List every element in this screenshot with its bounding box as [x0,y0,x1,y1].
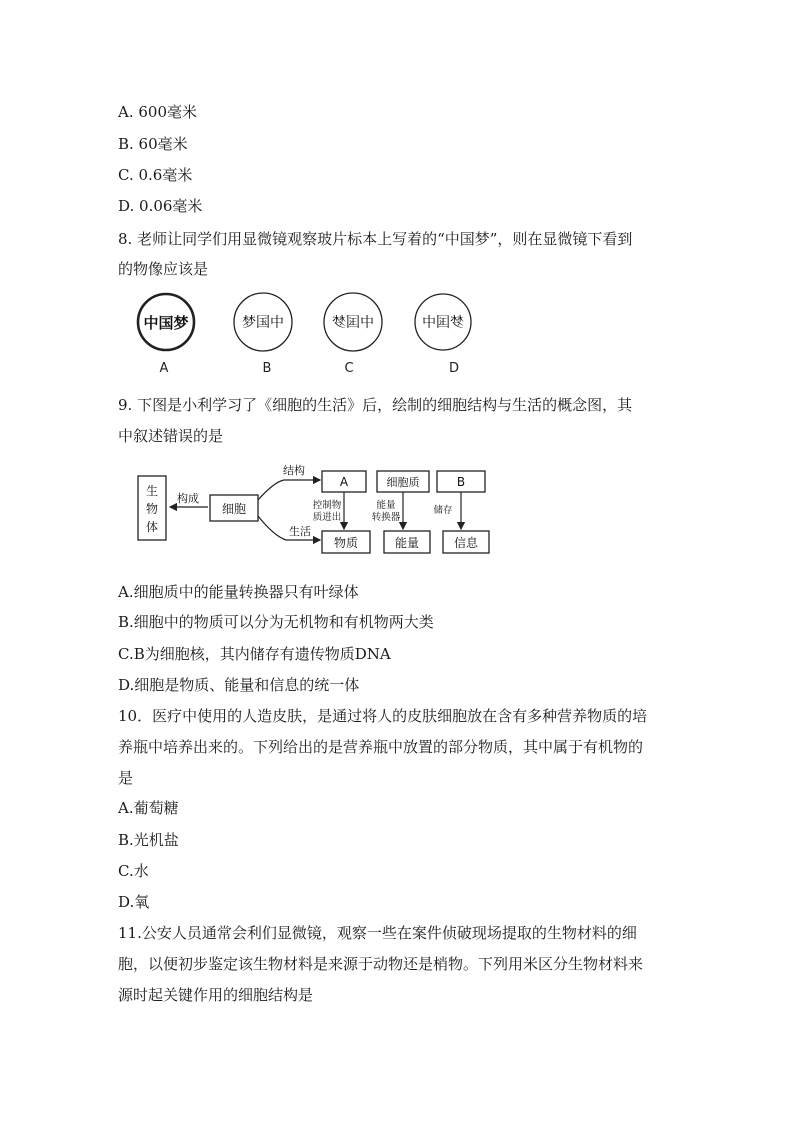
q9-option-b: B.细胞中的物质可以分为无机物和有机物两大类 [118,613,434,631]
q11-stem-line3: 源时起关键作用的细胞结构是 [118,986,314,1004]
q8-circle-b-text: 梦国中 [242,315,284,331]
q11-stem-line1: 11.公安人员通常会利们显微镜，观察一些在案件侦破现场提取的生物材料的细 [118,924,637,942]
q8-stem-line2: 的物像应该是 [118,260,209,278]
control-label-2: 质进出 [312,512,342,523]
matter-label: 物质 [333,536,359,550]
store-label: 储存 [433,505,453,516]
info-label: 信息 [453,536,479,550]
q10-option-a: A.葡萄糖 [118,799,179,817]
box-b-label: B [456,475,466,489]
q10-option-b: B.光机盐 [118,831,179,849]
q7-option-a: A. 600毫米 [118,103,197,121]
q10-option-c: C.水 [118,862,149,880]
q8-image-options [120,285,500,380]
q10-stem-line1: 10．医疗中使用的人造皮肤，是通过将人的皮肤细胞放在含有多种营养物质的培 [118,707,648,725]
q9-option-c: C.B为细胞核，其内储存有遗传物质DNA [118,645,391,663]
organism-char-2: 物 [145,502,159,516]
q7-option-b: B. 60毫米 [118,135,188,153]
q8-label-d: D [448,361,460,376]
life-label: 生活 [289,525,311,538]
organism-char-3: 体 [145,520,159,534]
control-label-1: 控制物 [312,500,342,511]
q7-option-c: C. 0.6毫米 [118,166,193,184]
cytoplasm-label: 细胞质 [386,476,420,489]
structure-label: 结构 [283,464,305,477]
energy-box-label: 能量 [394,536,420,550]
compose-label: 构成 [177,492,199,505]
q8-stem-line1: 8. 老师让同学们用显微镜观察玻片标本上写着的“中国梦”，则在显微镜下看到 [118,230,633,248]
q8-option-d-figure [415,294,471,376]
cell-label: 细胞 [221,502,247,516]
structure-arrow [258,480,320,500]
q10-stem-line3: 是 [118,769,134,787]
q8-option-c-figure [324,293,382,376]
energy-label-1: 能量 [376,500,396,511]
q8-circle-c-text: 中国梦 [332,315,374,331]
q9-stem-line2: 中叙述错误的是 [118,427,224,445]
q9-option-a: A.细胞质中的能量转换器只有叶绿体 [118,583,359,601]
q9-concept-diagram [134,460,494,560]
q8-label-a: A [159,361,169,376]
q8-label-b: B [262,361,272,376]
q8-option-b-figure [234,293,292,376]
q8-label-c: C [344,361,354,376]
q10-stem-line2: 养瓶中培养出来的。下列给出的是营养瓶中放置的部分物质，其中属于有机物的 [118,738,644,756]
q9-stem-line1: 9. 下图是小利学习了《细胞的生活》后，绘制的细胞结构与生活的概念图，其 [118,396,633,414]
q10-option-d: D.氧 [118,893,150,911]
q8-circle-a-text: 中国梦 [143,314,189,332]
q8-option-a-figure [138,294,194,376]
energy-label-2: 转换器 [371,512,401,523]
q7-option-d: D. 0.06毫米 [118,197,203,215]
q9-option-d: D.细胞是物质、能量和信息的统一体 [118,676,360,694]
organism-char-1: 生 [145,484,159,498]
box-a-label: A [339,475,349,489]
q11-stem-line2: 胞，以便初步鉴定该生物材料是来源于动物还是梢物。下列用米区分生物材料来 [118,955,644,973]
q8-circle-d-text: 梦国中 [422,315,464,331]
